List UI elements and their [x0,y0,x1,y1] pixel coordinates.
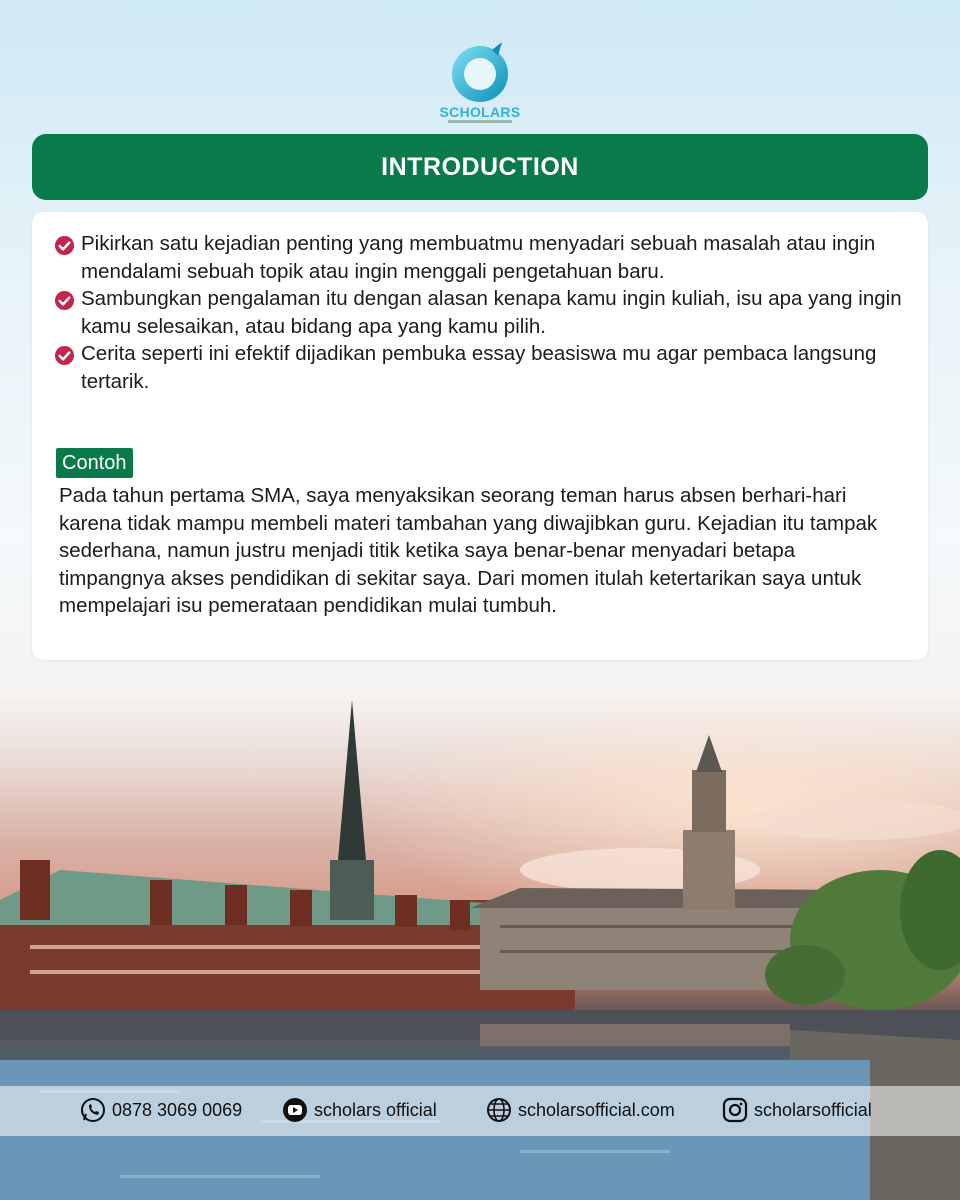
check-circle-icon [54,345,75,366]
logo-mark-icon [432,36,528,106]
contact-phone[interactable] [80,1094,242,1126]
brand-tagline-decoration [448,120,512,123]
youtube-icon [282,1097,308,1123]
instagram-icon [722,1097,748,1123]
contact-youtube[interactable] [282,1094,437,1126]
check-circle-icon [54,235,75,256]
list-item-text: Cerita seperti ini efektif dijadikan pembuka essay beasiswa mu agar pembaca langsung tertarik. [81,342,877,393]
check-circle-icon [54,290,75,311]
tips-list [54,230,904,395]
list-item [54,285,904,340]
example-tag: Contoh [56,448,133,478]
instagram-handle: scholarsofficial [754,1099,872,1120]
list-item-text: Sambungkan pengalaman itu dengan alasan kenapa kamu ingin kuliah, isu apa yang ingin kamu selesaikan, atau bidang apa yang kamu pilih. [81,287,902,338]
whatsapp-icon [80,1097,106,1123]
list-item-text: Pikirkan satu kejadian penting yang membuatmu menyadari sebuah masalah atau ingin mendalami sebuah topik atau ingin menggali pengetahuan baru. [81,232,876,283]
content-card [32,212,928,660]
page-title: INTRODUCTION [381,152,579,181]
globe-icon [486,1097,512,1123]
brand-name: SCHOLARS [439,104,521,120]
contact-website[interactable] [486,1094,675,1126]
youtube-handle: scholars official [314,1099,437,1120]
title-banner [32,134,928,200]
phone-number: 0878 3069 0069 [112,1099,243,1120]
example-paragraph: Pada tahun pertama SMA, saya menyaksikan seorang teman harus absen berhari-hari karena tidak mampu membeli materi tambahan yang diwajibkan guru. Kejadian itu tampak sederhana, namun justru menjadi titik ketika saya benar-benar menyadari betapa timpangnya akses pendidikan di sekitar saya. Dari momen itulah ketertarikan saya untuk mempelajari isu pemerataan pendidikan mulai tumbuh. [59,484,878,617]
list-item [54,230,904,285]
list-item [54,340,904,395]
scholars-logo [432,36,528,128]
contact-instagram[interactable] [722,1094,872,1126]
website-url: scholarsofficial.com [518,1099,675,1120]
